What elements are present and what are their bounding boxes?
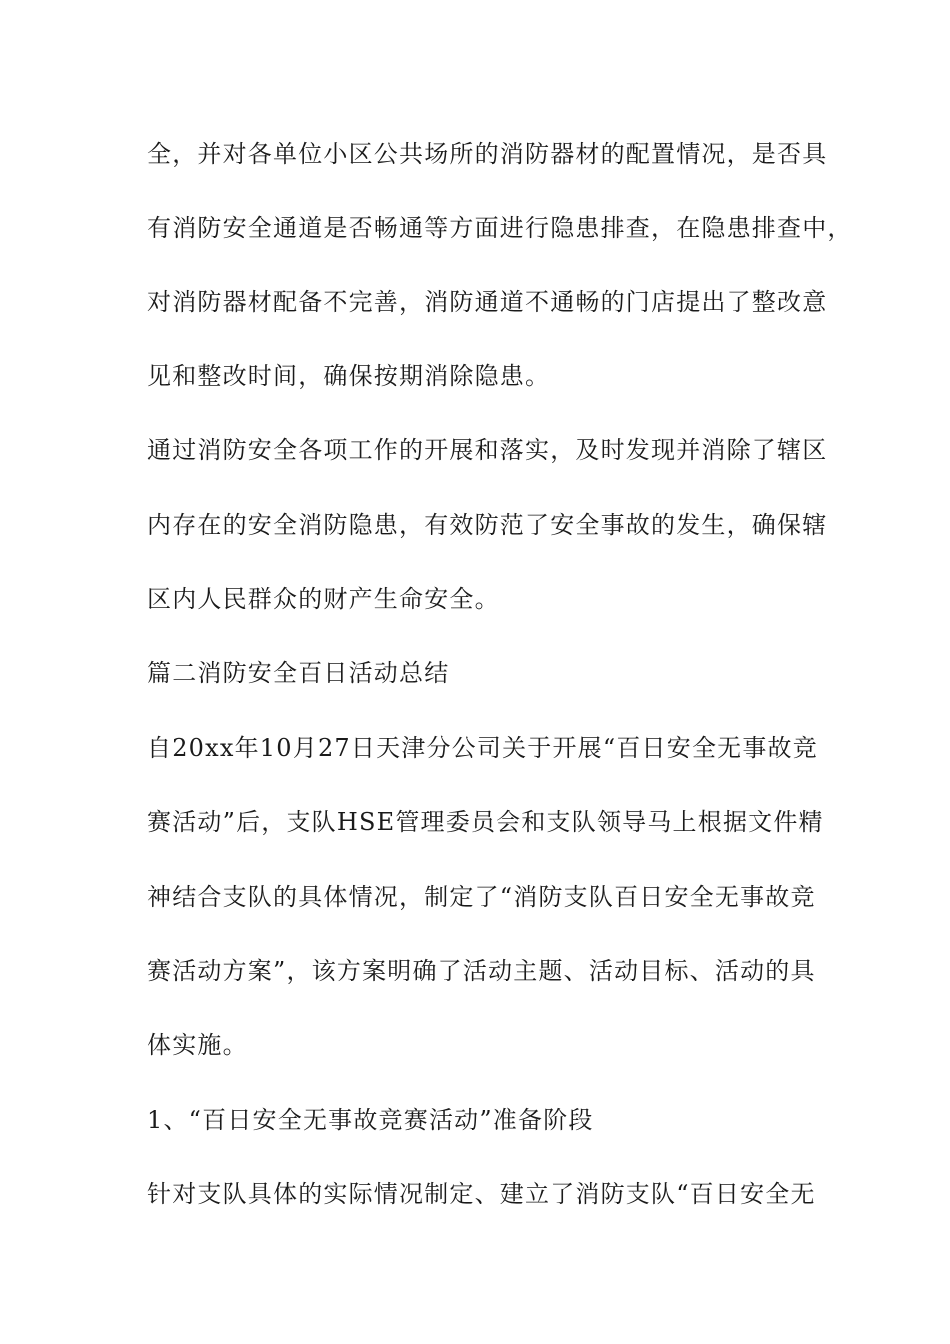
text-line: 有消防安全通道是否畅通等方面进行隐患排查，在隐患排查中， (147, 214, 853, 242)
text-line: 神结合支队的具体情况，制定了“消防支队百日安全无事故竞 (147, 883, 816, 911)
text-line: 内存在的安全消防隐患，有效防范了安全事故的发生，确保辖 (147, 511, 828, 539)
text-line: 赛活动”后，支队HSE管理委员会和支队领导马上根据文件精 (147, 808, 824, 836)
subsection-heading: 1、“百日安全无事故竞赛活动”准备阶段 (147, 1106, 594, 1134)
section-heading: 篇二消防安全百日活动总结 (147, 659, 450, 687)
paragraph-start-line: 通过消防安全各项工作的开展和落实，及时发现并消除了辖区 (147, 436, 828, 464)
text-line: 全，并对各单位小区公共场所的消防器材的配置情况，是否具 (147, 140, 828, 168)
text-line: 体实施。 (147, 1031, 248, 1059)
text-line: 对消防器材配备不完善，消防通道不通畅的门店提出了整改意 (147, 288, 828, 316)
paragraph-start-line: 针对支队具体的实际情况制定、建立了消防支队“百日安全无 (147, 1180, 816, 1208)
paragraph-start-line: 自20xx年10月27日天津分公司关于开展“百日安全无事故竞 (147, 734, 818, 762)
text-line: 赛活动方案”，该方案明确了活动主题、活动目标、活动的具 (147, 957, 816, 985)
text-line: 见和整改时间，确保按期消除隐患。 (147, 362, 551, 390)
text-line: 区内人民群众的财产生命安全。 (147, 585, 500, 613)
